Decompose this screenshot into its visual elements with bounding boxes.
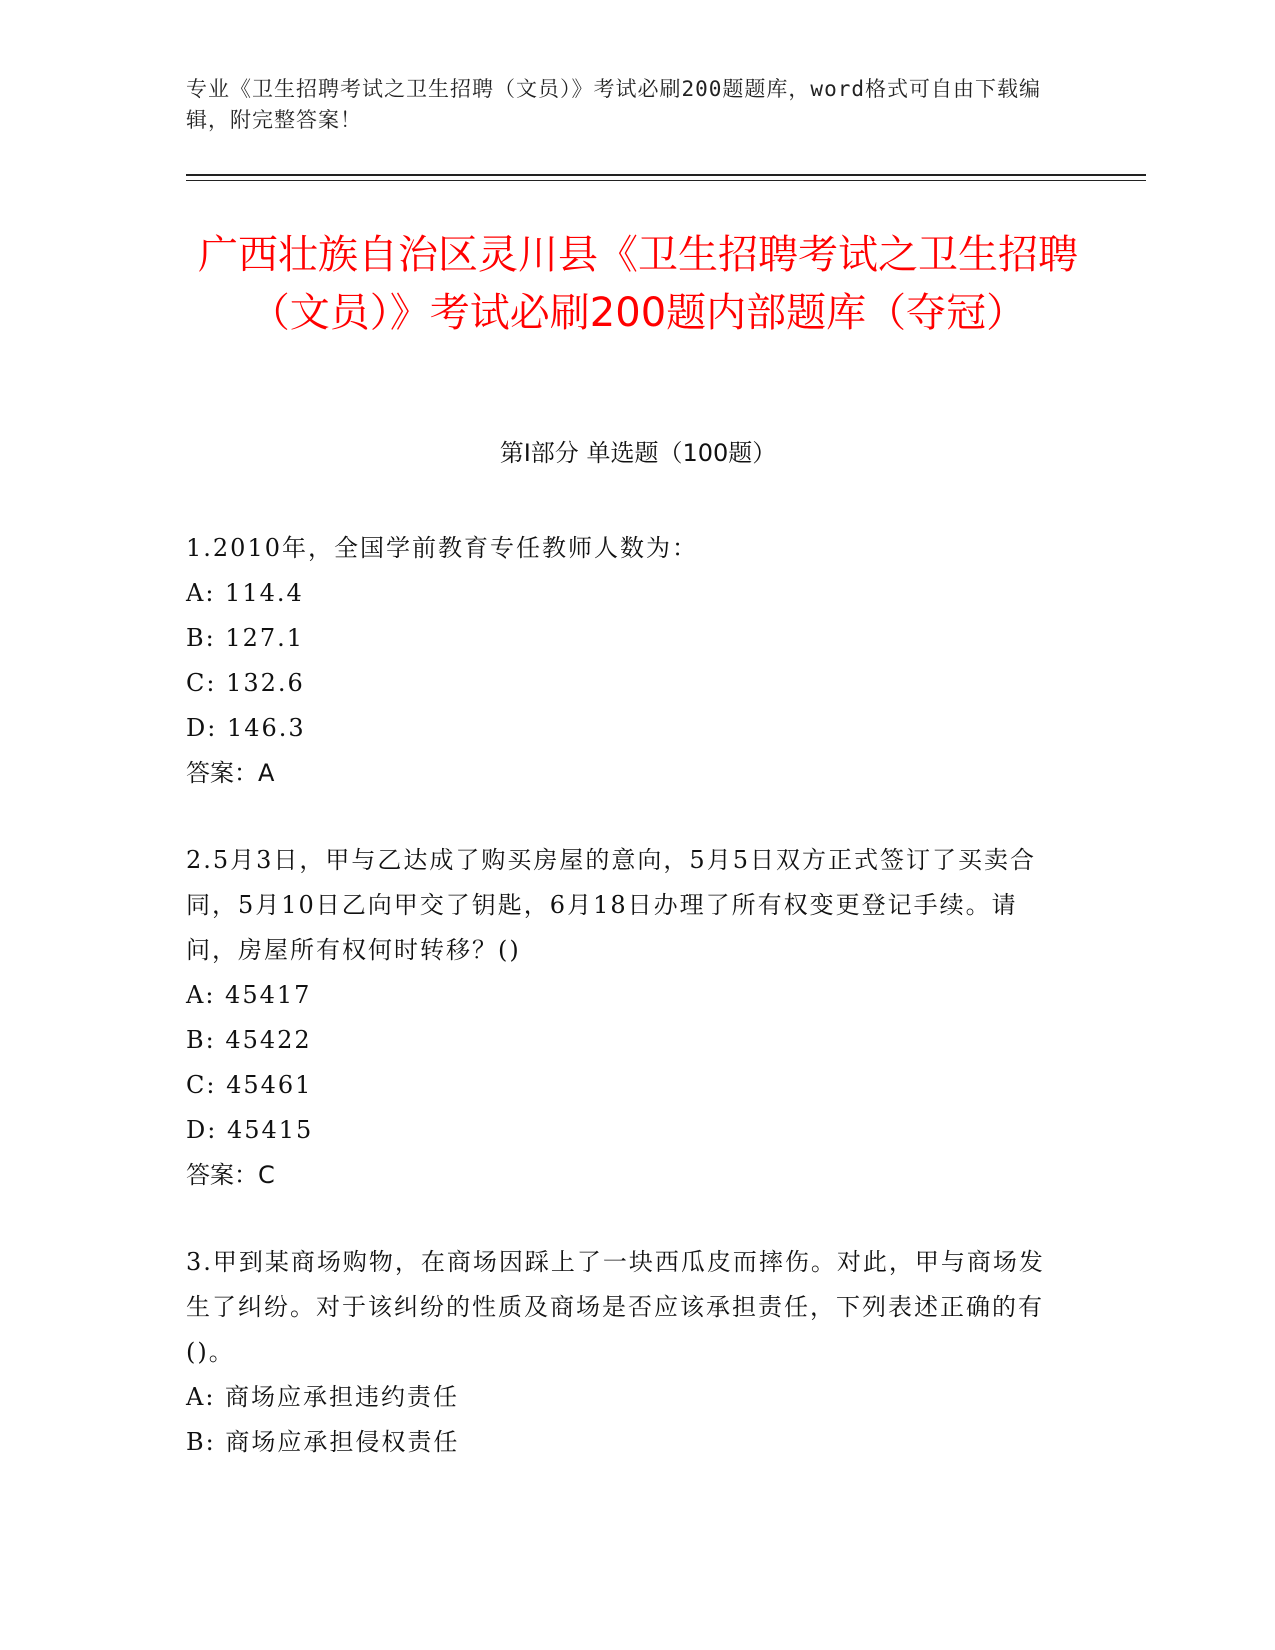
option-b: B: 127.1: [186, 624, 305, 652]
document-title: 广西壮族自治区灵川县《卫生招聘考试之卫生招聘（文员）》考试必刷200题内部题库（夺冠）: [198, 232, 1078, 336]
answer: 答案：C: [186, 1161, 275, 1189]
option-d: D: 45415: [186, 1116, 314, 1144]
option-a: A: 45417: [186, 981, 312, 1009]
header-rule-thick: [186, 174, 1146, 176]
option-c: C: 132.6: [186, 669, 305, 697]
question-3: [186, 1240, 1066, 1465]
option-a: A: 114.4: [186, 579, 304, 607]
option-b: B: 45422: [186, 1026, 312, 1054]
question-1: [186, 526, 1066, 796]
question-text: 3.甲到某商场购物，在商场因踩上了一块西瓜皮而摔伤。对此，甲与商场发生了纠纷。对于该纠纷的性质及商场是否应该承担责任，下列表述正确的有()。: [186, 1248, 1045, 1366]
question-text: 2.5月3日，甲与乙达成了购买房屋的意向，5月5日双方正式签订了买卖合同，5月10日乙向甲交了钥匙，6月18日办理了所有权变更登记手续。请问，房屋所有权何时转移？(): [186, 846, 1036, 964]
question-2: [186, 838, 1066, 1198]
answer: 答案：A: [186, 759, 275, 787]
question-text: 1.2010年，全国学前教育专任教师人数为：: [186, 534, 698, 562]
section-title: 第I部分 单选题（100题）: [499, 439, 777, 467]
header-note: 专业《卫生招聘考试之卫生招聘（文员）》考试必刷200题题库，word格式可自由下载编辑，附完整答案！: [186, 77, 1041, 132]
option-c: C: 45461: [186, 1071, 313, 1099]
question-list: [186, 526, 1066, 1507]
option-d: D: 146.3: [186, 714, 306, 742]
header-rule-thin: [186, 180, 1146, 181]
option-b: B: 商场应承担侵权责任: [186, 1428, 460, 1456]
option-a: A: 商场应承担违约责任: [186, 1383, 460, 1411]
